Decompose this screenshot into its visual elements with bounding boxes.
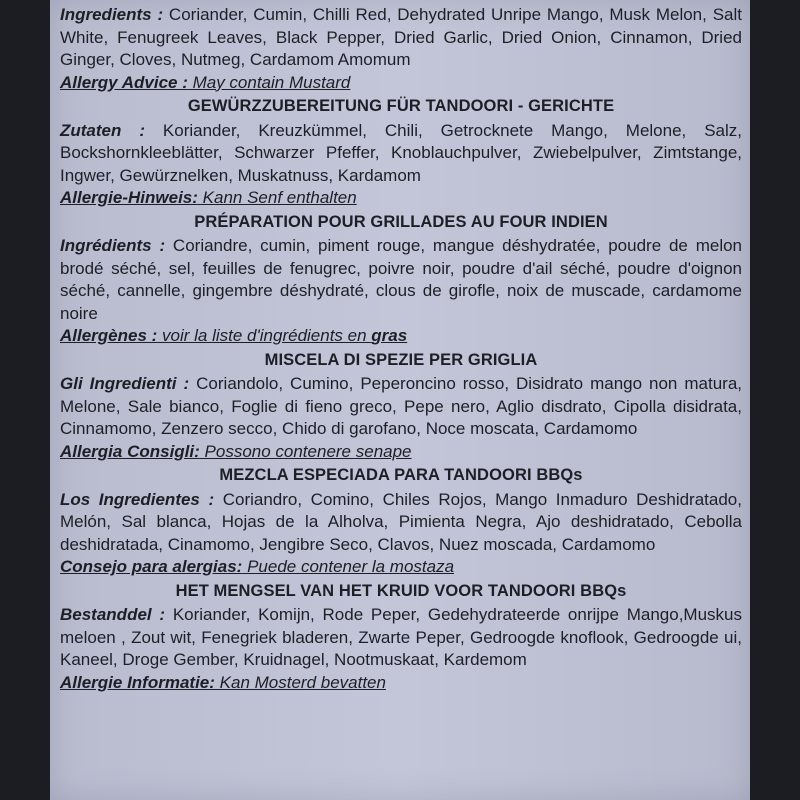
ingredients-text: Coriandro, Comino, Chiles Rojos, Mango Inmaduro Deshidratado, Melón, Sal blanca, Hojas de la Alholva, Pimienta Negra, Ajo deshidratado, Cebolla deshidratada, Cinamomo, Jengibre Seco, Clavos, Nuez moscada, Cardamomo — [60, 489, 742, 554]
ingredients-text: Coriandolo, Cumino, Peperoncino rosso, Disidrato mango non matura, Melone, Sale bianco, Foglie di fieno greco, Pepe nero, Aglio disdrato, Cipolla disidrata, Cinnamomo, Zenzero secco, Chido di garofano, Noce moscata, Cardamomo — [60, 374, 742, 438]
allergy-label: Allergie-Hinweis: — [60, 188, 198, 207]
section-heading: MEZCLA ESPECIADA PARA TANDOORI BBQs — [219, 466, 583, 484]
allergy-label: Consejo para alergias: — [60, 557, 243, 576]
section-heading: GEWÜRZZUBEREITUNG FÜR TANDOORI - GERICHTE — [187, 97, 615, 115]
section-french — [60, 211, 742, 348]
allergy-text: Kann Senf enthalten — [197, 188, 357, 207]
ingredients-text: Koriander, Kreuzkümmel, Chili, Getrocknete Mango, Melone, Salz, Bockshornkleeblätter, Schwarzer Pfeffer, Knoblauchpulver, Zwiebelpulver, Zimtstange, Ingwer, Gewürznelken, Muskatnuss, Kardamom — [60, 120, 742, 185]
ingredients-label: Ingredients : — [60, 5, 164, 24]
section-dutch — [60, 580, 742, 695]
ingredients-text: Coriandre, cumin, piment rouge, mangue déshydratée, poudre de melon brodé séché, sel, feuilles de fenugrec, poivre noir, poudre d'ail séché, poudre d'oignon séché, cannelle, gingembre déshydraté, clous de girofle, noix de muscade, cardamome noire — [60, 236, 742, 323]
ingredients-label: Los Ingredientes : — [60, 489, 215, 509]
ingredients-label: Zutaten : — [60, 120, 145, 140]
allergy-italian — [60, 441, 742, 464]
allergy-text: Possono contenere senape — [199, 441, 412, 461]
section-english — [60, 4, 742, 94]
ingredients-english — [60, 4, 742, 72]
section-heading: HET MENGSEL VAN HET KRUID VOOR TANDOORI BBQs — [175, 581, 627, 600]
ingredients-label: Bestanddel : — [60, 605, 166, 624]
ingredients-label: Gli Ingredienti : — [60, 374, 190, 393]
allergy-label: Allergènes : — [60, 326, 158, 345]
ingredients-german — [60, 120, 742, 188]
allergy-dutch — [60, 672, 742, 695]
ingredients-french — [60, 235, 742, 325]
allergy-bold-word: gras — [371, 326, 408, 345]
allergy-english — [60, 72, 742, 95]
allergy-text: May contain Mustard — [187, 72, 351, 92]
allergy-text: voir la liste d'ingrédients en — [157, 326, 372, 345]
ingredients-spanish — [60, 489, 742, 557]
label-text — [60, 4, 742, 694]
ingredients-italian — [60, 373, 742, 441]
allergy-text: Kan Mosterd bevatten — [214, 672, 386, 692]
allergy-french — [60, 325, 742, 348]
section-spanish — [60, 464, 742, 579]
allergy-german — [60, 187, 742, 210]
ingredients-text: Coriander, Cumin, Chilli Red, Dehydrated Unripe Mango, Musk Melon, Salt White, Fenugreek Leaves, Black Pepper, Dried Garlic, Dried Onion, Cinnamon, Dried Ginger, Cloves, Nutmeg, Cardamom Amomum — [60, 5, 742, 69]
section-heading: MISCELA DI SPEZIE PER GRIGLIA — [264, 350, 538, 369]
section-italian — [60, 349, 742, 464]
allergy-label: Allergia Consigli: — [60, 441, 200, 461]
ingredients-label: Ingrédients : — [60, 236, 166, 255]
allergy-label: Allergy Advice : — [60, 72, 188, 92]
allergy-spanish — [60, 556, 742, 579]
section-heading: PRÉPARATION POUR GRILLADES AU FOUR INDIEN — [194, 212, 608, 231]
allergy-text: Puede contener la mostaza — [242, 557, 455, 576]
ingredients-dutch — [60, 604, 742, 672]
allergy-label: Allergie Informatie: — [60, 672, 215, 692]
section-german — [60, 95, 742, 210]
ingredients-text: Koriander, Komijn, Rode Peper, Gedehydrateerde onrijpe Mango,Muskus meloen , Zout wit, Fenegriek bladeren, Zwarte Peper, Gedroogde knoflook, Gedroogde ui, Kaneel, Droge Gember, Kruidnagel, Nootmuskaat, Kardemom — [60, 605, 742, 669]
